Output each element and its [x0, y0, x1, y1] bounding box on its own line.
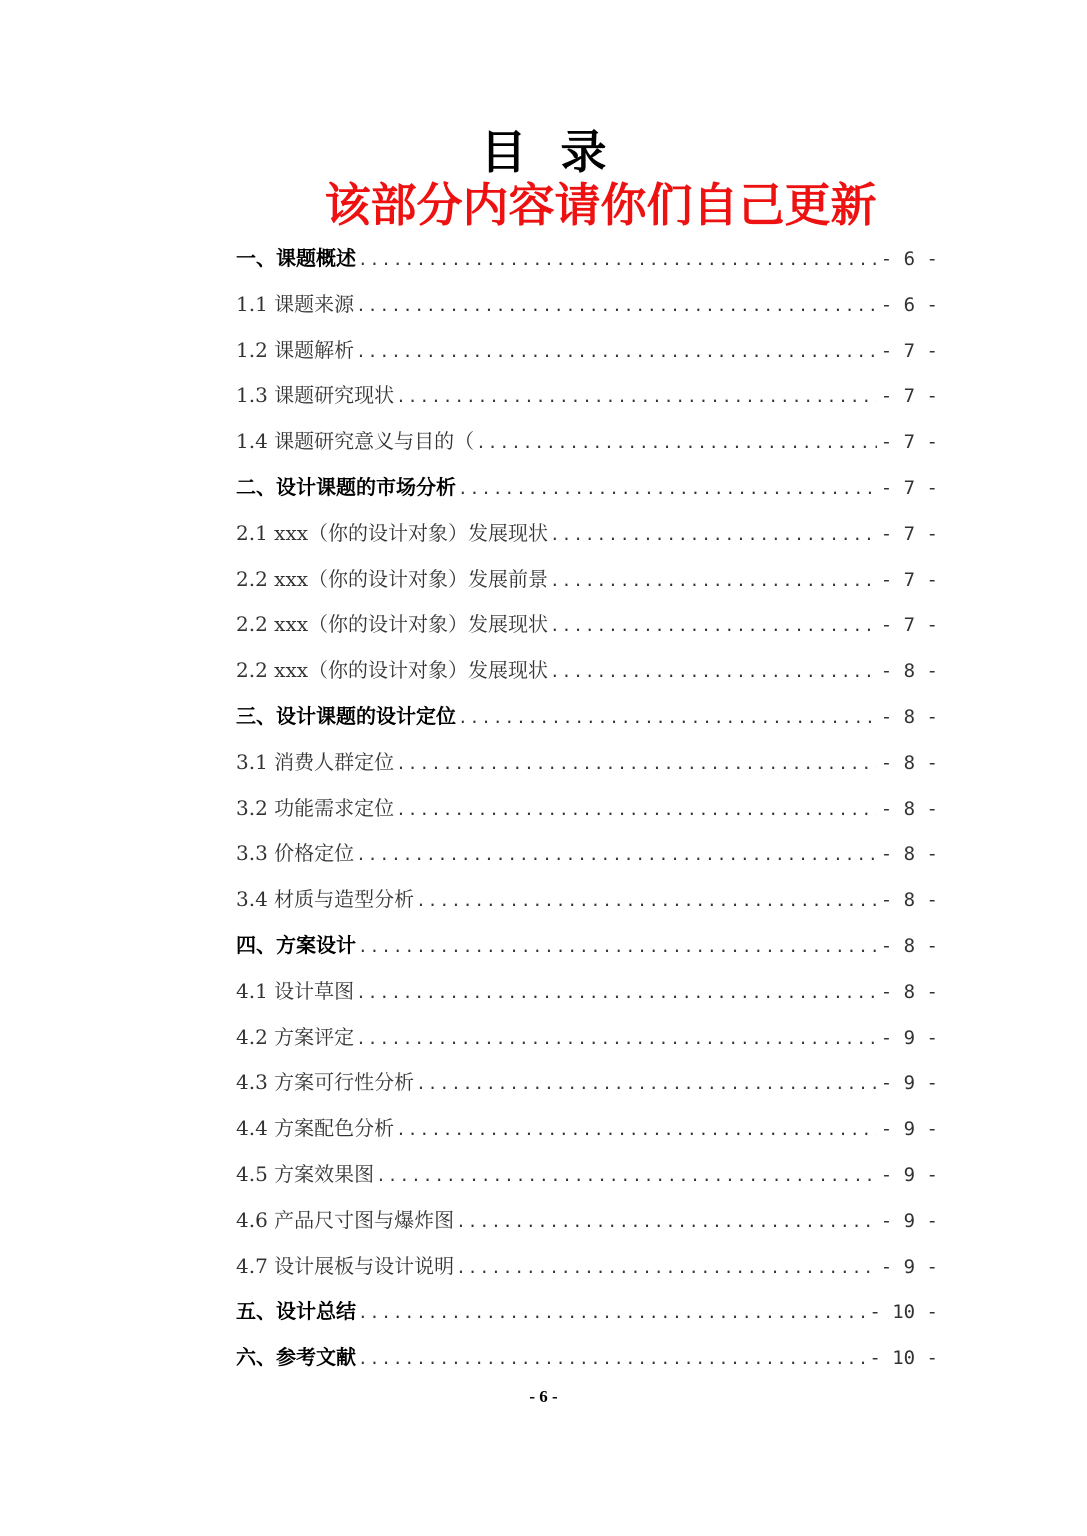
toc-entry-label: 3.1 消费人群定位 — [236, 749, 395, 774]
toc-dot-leader — [356, 283, 877, 328]
toc-entry-label: 4.3 方案可行性分析 — [236, 1070, 415, 1095]
toc-entry-page: - 8 - — [880, 843, 938, 866]
toc-entry-page: - 8 - — [880, 797, 938, 820]
toc-dot-leader — [416, 878, 877, 923]
toc-entry-label: 一、课题概述 — [236, 246, 356, 270]
toc-dot-leader — [396, 374, 877, 419]
toc-dot-leader — [458, 695, 877, 740]
toc-entry-page: - 7 - — [880, 339, 938, 362]
toc-chapter-entry[interactable] — [236, 694, 938, 740]
toc-dot-leader — [456, 1245, 877, 1290]
toc-dot-leader — [458, 466, 877, 511]
toc-entry-page: - 9 - — [880, 1026, 938, 1049]
toc-entry-page: - 7 - — [880, 431, 938, 454]
toc-section-entry[interactable] — [236, 373, 938, 419]
toc-entry-page: - 8 - — [880, 751, 938, 774]
toc-dot-leader — [356, 1016, 877, 1061]
toc-entry-page: - 6 - — [880, 293, 938, 316]
toc-section-entry[interactable] — [236, 1198, 938, 1244]
toc-chapter-entry[interactable] — [236, 923, 938, 969]
toc-entry-label: 二、设计课题的市场分析 — [236, 474, 456, 499]
toc-chapter-entry[interactable] — [236, 236, 938, 282]
toc-entry-page: - 7 - — [880, 568, 938, 591]
toc-entry-label: 五、设计总结 — [236, 1299, 356, 1324]
toc-entry-label: 1.2 课题解析 — [236, 337, 355, 362]
toc-entry-label: 2.2 xxx（你的设计对象）发展现状 — [236, 612, 549, 637]
toc-entry-page: - 8 - — [880, 980, 938, 1003]
toc-entry-label: 3.2 功能需求定位 — [236, 795, 395, 820]
toc-section-entry[interactable] — [236, 648, 938, 694]
toc-section-entry[interactable] — [236, 419, 938, 465]
toc-entry-page: - 9 - — [880, 1255, 938, 1278]
toc-entry-label: 3.4 材质与造型分析 — [236, 887, 415, 912]
toc-dot-leader — [550, 512, 877, 557]
toc-section-entry[interactable] — [236, 1152, 938, 1198]
toc-entry-page: - 8 - — [880, 889, 938, 912]
toc-entry-page: - 8 - — [880, 705, 938, 728]
toc-entry-label: 1.4 课题研究意义与目的（ — [236, 429, 475, 454]
toc-section-entry[interactable] — [236, 831, 938, 877]
toc-dot-leader — [376, 1153, 877, 1198]
toc-entry-label: 1.1 课题来源 — [236, 291, 355, 316]
toc-entry-label: 4.2 方案评定 — [236, 1024, 355, 1049]
toc-section-entry[interactable] — [236, 740, 938, 786]
page-title: 目录 — [480, 125, 641, 179]
toc-entry-page: - 10 - — [869, 1301, 938, 1324]
toc-section-entry[interactable] — [236, 1106, 938, 1152]
toc-dot-leader — [358, 237, 877, 282]
table-of-contents — [236, 236, 938, 1381]
toc-dot-leader — [550, 603, 877, 648]
toc-entry-label: 4.5 方案效果图 — [236, 1161, 375, 1186]
toc-section-entry[interactable] — [236, 1060, 938, 1106]
toc-section-entry[interactable] — [236, 1244, 938, 1290]
toc-entry-label: 4.4 方案配色分析 — [236, 1116, 395, 1141]
toc-dot-leader — [476, 420, 877, 465]
toc-dot-leader — [358, 1290, 865, 1335]
toc-entry-page: - 6 - — [880, 248, 938, 270]
toc-section-entry[interactable] — [236, 511, 938, 557]
toc-entry-label: 4.1 设计草图 — [236, 978, 355, 1003]
toc-dot-leader — [356, 329, 877, 374]
toc-entry-page: - 9 - — [880, 1209, 938, 1232]
toc-chapter-entry[interactable] — [236, 1289, 938, 1335]
toc-entry-page: - 9 - — [880, 1118, 938, 1141]
toc-dot-leader — [550, 649, 877, 694]
toc-entry-page: - 7 - — [880, 614, 938, 637]
toc-dot-leader — [456, 1199, 877, 1244]
toc-dot-leader — [396, 787, 877, 832]
toc-entry-page: - 7 - — [880, 385, 938, 408]
toc-entry-page: - 10 - — [869, 1347, 938, 1370]
toc-entry-label: 4.7 设计展板与设计说明 — [236, 1253, 455, 1278]
toc-dot-leader — [356, 970, 877, 1015]
update-note: 该部分内容请你们自己更新 — [324, 178, 877, 232]
toc-entry-label: 三、设计课题的设计定位 — [236, 703, 456, 728]
toc-entry-label: 2.2 xxx（你的设计对象）发展前景 — [236, 566, 549, 591]
toc-entry-label: 2.1 xxx（你的设计对象）发展现状 — [236, 520, 549, 545]
toc-entry-page: - 8 - — [880, 934, 938, 957]
toc-entry-label: 3.3 价格定位 — [236, 841, 355, 866]
toc-dot-leader — [396, 741, 877, 786]
toc-entry-label: 1.3 课题研究现状 — [236, 383, 395, 408]
toc-entry-page: - 9 - — [880, 1072, 938, 1095]
toc-chapter-entry[interactable] — [236, 465, 938, 511]
toc-dot-leader — [356, 832, 877, 877]
toc-entry-label: 四、方案设计 — [236, 932, 356, 957]
toc-section-entry[interactable] — [236, 877, 938, 923]
toc-section-entry[interactable] — [236, 282, 938, 328]
toc-dot-leader — [358, 924, 877, 969]
toc-entry-page: - 7 - — [880, 522, 938, 545]
toc-entry-label: 六、参考文献 — [236, 1345, 356, 1370]
toc-section-entry[interactable] — [236, 328, 938, 374]
toc-dot-leader — [416, 1061, 877, 1106]
toc-entry-page: - 9 - — [880, 1163, 938, 1186]
toc-dot-leader — [396, 1107, 877, 1152]
toc-section-entry[interactable] — [236, 786, 938, 832]
toc-section-entry[interactable] — [236, 557, 938, 603]
toc-section-entry[interactable] — [236, 969, 938, 1015]
toc-entry-label: 4.6 产品尺寸图与爆炸图 — [236, 1207, 455, 1232]
toc-dot-leader — [358, 1336, 865, 1381]
toc-chapter-entry[interactable] — [236, 1335, 938, 1381]
page-number: - 6 - — [529, 1387, 558, 1406]
toc-entry-label: 2.2 xxx（你的设计对象）发展现状 — [236, 658, 549, 683]
toc-entry-page: - 7 - — [880, 476, 938, 499]
toc-entry-page: - 8 - — [880, 660, 938, 683]
toc-section-entry[interactable] — [236, 602, 938, 648]
toc-section-entry[interactable] — [236, 1015, 938, 1061]
toc-dot-leader — [550, 558, 877, 603]
